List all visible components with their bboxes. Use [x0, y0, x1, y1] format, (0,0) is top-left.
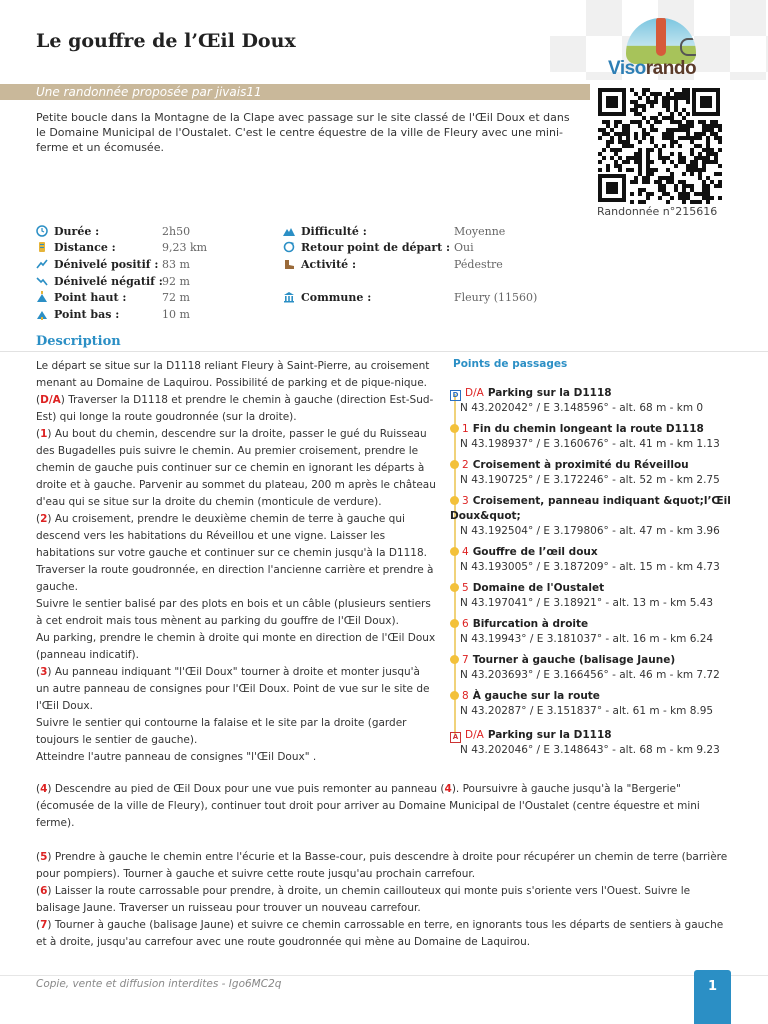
divider: [0, 351, 768, 352]
step-number: 3: [40, 666, 48, 678]
start-flag-icon: D: [450, 390, 461, 401]
waypoint-label: 7: [462, 654, 469, 666]
waypoint-title: Fin du chemin longeant la route D1118: [472, 423, 704, 435]
waypoint-label: 6: [462, 618, 469, 630]
stat-value: Fleury (11560): [454, 291, 538, 304]
waypoint-label: D/A: [465, 387, 484, 399]
low-point-icon: [36, 308, 48, 320]
description-paragraph: Atteindre l'autre panneau de consignes "l'Œil Doux" .: [36, 751, 317, 763]
waypoint-item: [450, 422, 750, 452]
distance-icon: [36, 241, 48, 253]
stat-value: 2h50: [162, 225, 191, 238]
high-point-icon: [36, 291, 48, 303]
rando-number: Randonnée n°215616: [597, 205, 718, 218]
waypoint-coords: N 43.193005° / E 3.187209° - alt. 15 m - km 4.73: [460, 561, 720, 573]
waypoint-item: [450, 545, 750, 575]
description-paragraph: Le départ se situe sur la D1118 reliant Fleury à Saint-Pierre, au croisement menant au Domaine de Laquirou. Possibilité de parking et de pique-nique.: [36, 360, 430, 389]
description-text: [36, 358, 436, 766]
footer-divider: [0, 975, 768, 976]
waypoint-label: 5: [462, 582, 469, 594]
hiking-boot-icon: [283, 258, 295, 270]
step-ref: 4: [444, 783, 452, 795]
waypoint-marker-icon: [450, 691, 459, 700]
step-text: Au croisement, prendre le deuxième chemin de terre à gauche qui descend vers les habitations du Réveillou et une vigne. Laisser les habitations sur votre gauche et continuer sur ce chemin jusqu'à la D1118. Traverser la route goudronnée, en direction l'ancienne carrière et prendre à gauche.: [36, 513, 434, 593]
stat-label: Durée :: [54, 225, 100, 238]
waypoint-coords: N 43.198937° / E 3.160676° - alt. 41 m - km 1.13: [460, 438, 720, 450]
stat-value: 72 m: [162, 291, 190, 304]
step-text: Au bout du chemin, descendre sur la droite, passer le gué du Ruisseau des Bugadelles puis suivre le chemin. Au premier croisement, prendre le chemin de gauche puis continuer sur ce chemin en ignorant les départs à droite et à gauche. Parvenir au sommet du plateau, 200 m après le château d'eau qui se situe sur la droite du chemin (monticule de verdure).: [36, 428, 436, 508]
stat-label: Point haut :: [54, 291, 127, 304]
stat-label: Activité :: [301, 258, 357, 271]
stat-point-bas: [36, 307, 190, 323]
waypoint-coords: N 43.192504° / E 3.179806° - alt. 47 m - km 3.96: [460, 525, 720, 537]
stat-value: Pédestre: [454, 258, 503, 271]
description-paragraph: (D/A) Traverser la D1118 et prendre le chemin à gauche (direction Est-Sud-Est) qui longe la route goudronnée (sur la droite).: [36, 394, 434, 423]
step-text: Prendre à gauche le chemin entre l'écurie et la Basse-cour, puis descendre à droite pour récupérer un chemin de terre (barrière pour pompiers). Tourner à gauche et suivre cette route jusqu'au prochain carrefour.: [36, 851, 728, 880]
waypoint-title: Parking sur la D1118: [487, 387, 612, 399]
intro-text: Petite boucle dans la Montagne de la Clape avec passage sur le site classé de l'Œil Doux et dans le Domaine Municipal de l'Oustalet. C'est le centre équestre de la ville de Fleury avec une mini-ferme et un écomusée.: [36, 111, 570, 154]
waypoint-item: [450, 617, 750, 647]
waypoint-title: Croisement à proximité du Réveillou: [472, 459, 689, 471]
stat-label: Point bas :: [54, 308, 120, 321]
stat-commune: [283, 290, 538, 306]
step-number: 5: [40, 851, 48, 863]
stat-duree: [36, 224, 191, 240]
waypoint-label: 3: [462, 495, 469, 507]
stat-value: 9,23 km: [162, 241, 208, 254]
description-paragraph: (3) Au panneau indiquant "l'Œil Doux" tourner à droite et monter jusqu'à un autre panneau de consignes pour l'Œil Doux. Point de vue sur le site de l'Œil Doux.: [36, 666, 430, 712]
description-heading: Description: [36, 334, 121, 349]
step-text: Tourner à gauche (balisage Jaune) et suivre ce chemin carrossable en terre, en ignorants tous les départs de sentiers à gauche et à droite, jusqu'au carrefour avec une route goudronnée qui mène au Domaine de Laquirou.: [36, 919, 724, 948]
town-hall-icon: [283, 291, 295, 303]
waypoint-item: [450, 386, 750, 416]
step-number: 6: [40, 885, 48, 897]
byline: Une randonnée proposée par jivais11: [36, 85, 262, 99]
waypoint-title: À gauche sur la route: [472, 690, 600, 702]
waypoints-heading: Points de passages: [453, 358, 568, 370]
waypoint-name: [450, 458, 750, 473]
stat-label: Retour point de départ :: [301, 241, 451, 254]
waypoint-item: [450, 581, 750, 611]
description-paragraph: (1) Au bout du chemin, descendre sur la droite, passer le gué du Ruisseau des Bugadelles puis suivre le chemin. Au premier croisement, prendre le chemin de gauche puis continuer sur ce chemin en ignorant les départs à droite et à gauche. Parvenir au sommet du plateau, 200 m après le château d'eau qui se situe sur la droite du chemin (monticule de verdure).: [36, 428, 436, 508]
stat-label: Distance :: [54, 241, 116, 254]
stat-denivele-positif: [36, 257, 190, 273]
step-text: ). Poursuivre à gauche jusqu'à la "Bergerie" (écomusée de la ville de Fleury), continuer tout droit pour arriver au Domaine Municipal de l'Oustalet (centre équestre et mini ferme).: [36, 783, 700, 829]
step-number: 1: [40, 428, 48, 440]
step-number: 4: [40, 783, 48, 795]
waypoint-item: [450, 689, 750, 719]
waypoint-title: Tourner à gauche (balisage Jaune): [472, 654, 676, 666]
waypoint-coords: N 43.202046° / E 3.148643° - alt. 68 m - km 9.23: [460, 744, 720, 756]
stat-value: Moyenne: [454, 225, 506, 238]
waypoint-marker-icon: [450, 424, 459, 433]
description-text-wide: [36, 781, 736, 951]
stat-activite: [283, 257, 503, 273]
waypoint-marker-icon: [450, 547, 459, 556]
waypoint-marker-icon: [450, 583, 459, 592]
waypoint-name: [450, 386, 750, 401]
description-paragraph: Au parking, prendre le chemin à droite qui monte en direction de l'Œil Doux (panneau indicatif).: [36, 632, 436, 661]
waypoint-coords: N 43.20287° / E 3.151837° - alt. 61 m - km 8.95: [460, 705, 714, 717]
waypoint-coords: N 43.190725° / E 3.172246° - alt. 52 m - km 2.75: [460, 474, 720, 486]
clock-icon: [36, 225, 48, 237]
waypoint-name: [450, 494, 740, 524]
stat-label: Commune :: [301, 291, 372, 304]
stat-difficulte: [283, 224, 506, 240]
stat-value: 83 m: [162, 258, 190, 271]
step-number: 2: [40, 513, 48, 525]
description-paragraph: (5) Prendre à gauche le chemin entre l'écurie et la Basse-cour, puis descendre à droite pour récupérer un chemin de terre (barrière pour pompiers). Tourner à gauche et suivre cette route jusqu'au prochain carrefour.: [36, 851, 728, 880]
waypoint-label: D/A: [465, 729, 484, 741]
mountain-icon: [283, 225, 295, 237]
description-paragraph: (4) Descendre au pied de Œil Doux pour une vue puis remonter au panneau (4). Poursuivre à gauche jusqu'à la "Bergerie" (écomusée de la ville de Fleury), continuer tout droit pour arriver au Domaine Municipal de l'Oustalet (centre équestre et mini ferme).: [36, 783, 700, 829]
descent-icon: [36, 275, 48, 287]
step-text: Laisser la route carrossable pour prendre, à droite, un chemin caillouteux qui monte puis s'oriente vers l'Ouest. Suivre le balisage Jaune. Traverser un ruisseau pour trouver un nouveau carrefour.: [36, 885, 691, 914]
waypoint-name: [450, 728, 750, 743]
stat-retour: [283, 240, 474, 256]
stat-point-haut: [36, 290, 190, 306]
step-text: Descendre au pied de Œil Doux pour une vue puis remonter au panneau (: [51, 783, 445, 795]
waypoint-marker-icon: [450, 619, 459, 628]
step-number: D/A: [40, 394, 61, 406]
waypoint-item: [450, 458, 750, 488]
description-paragraph: (7) Tourner à gauche (balisage Jaune) et suivre ce chemin carrossable en terre, en ignorants tous les départs de sentiers à gauche et à droite, jusqu'au carrefour avec une route goudronnée qui mène au Domaine de Laquirou.: [36, 919, 724, 948]
stat-value: 92 m: [162, 275, 190, 288]
stat-value: Oui: [454, 241, 474, 254]
waypoint-item: [450, 653, 750, 683]
visorando-logo[interactable]: [600, 14, 730, 84]
waypoint-coords: N 43.203693° / E 3.166456° - alt. 46 m - km 7.72: [460, 669, 720, 681]
stat-label: Dénivelé positif :: [54, 258, 159, 271]
stat-denivele-negatif: [36, 274, 190, 290]
description-paragraph: Suivre le sentier balisé par des plots en bois et un câble (plusieurs sentiers à cet endroit mais tous mènent au parking du gouffre de l'Œil Doux).: [36, 598, 431, 627]
ascent-icon: [36, 258, 48, 270]
logo-text: [608, 58, 696, 80]
bike-icon: [680, 38, 696, 56]
step-text: Traverser la D1118 et prendre le chemin à gauche (direction Est-Sud-Est) qui longe la route goudronnée (sur la droite).: [36, 394, 434, 423]
waypoint-title: Gouffre de l’œil doux: [472, 546, 598, 558]
stat-label: Dénivelé négatif :: [54, 275, 163, 288]
logo-text-viso: Viso: [608, 58, 646, 79]
waypoint-title: Bifurcation à droite: [472, 618, 589, 630]
footer-copyright: Copie, vente et diffusion interdites - Igo6MC2q: [36, 978, 282, 990]
loop-icon: [283, 241, 295, 253]
waypoint-name: [450, 653, 750, 668]
waypoint-label: 2: [462, 459, 469, 471]
stat-distance: [36, 240, 208, 256]
description-paragraph: Suivre le sentier qui contourne la falaise et le site par la droite (garder toujours le sentier de gauche).: [36, 717, 407, 746]
waypoint-marker-icon: [450, 460, 459, 469]
waypoint-label: 8: [462, 690, 469, 702]
stat-value: 10 m: [162, 308, 190, 321]
waypoint-item: [450, 494, 750, 539]
waypoint-label: 1: [462, 423, 469, 435]
waypoint-name: [450, 581, 750, 596]
page-number: 1: [694, 970, 731, 1024]
waypoint-name: [450, 689, 750, 704]
description-paragraph: (6) Laisser la route carrossable pour prendre, à droite, un chemin caillouteux qui monte puis s'oriente vers l'Ouest. Suivre le balisage Jaune. Traverser un ruisseau pour trouver un nouveau carrefour.: [36, 885, 691, 914]
qr-code-icon: [596, 86, 722, 204]
page-title: Le gouffre de l’Œil Doux: [36, 30, 296, 52]
waypoint-name: [450, 422, 750, 437]
byline-banner: [0, 84, 590, 100]
stat-label: Difficulté :: [301, 225, 367, 238]
waypoint-coords: N 43.202042° / E 3.148596° - alt. 68 m - km 0: [460, 402, 704, 414]
description-spacer: [36, 832, 736, 849]
waypoint-coords: N 43.197041° / E 3.18921° - alt. 13 m - km 5.43: [460, 597, 714, 609]
waypoint-name: [450, 545, 750, 560]
waypoint-marker-icon: [450, 655, 459, 664]
arrival-flag-icon: A: [450, 732, 461, 743]
walker-icon: [656, 18, 666, 56]
step-number: 7: [40, 919, 48, 931]
waypoint-marker-icon: [450, 496, 459, 505]
waypoint-name: [450, 617, 750, 632]
description-paragraph: (2) Au croisement, prendre le deuxième chemin de terre à gauche qui descend vers les habitations du Réveillou et une vigne. Laisser les habitations sur votre gauche et continuer sur ce chemin jusqu'à la D1118. Traverser la route goudronnée, en direction l'ancienne carrière et prendre à gauche.: [36, 513, 434, 593]
waypoint-item: [450, 728, 750, 758]
step-text: Au panneau indiquant "l'Œil Doux" tourner à droite et monter jusqu'à un autre panneau de consignes pour l'Œil Doux. Point de vue sur le site de l'Œil Doux.: [36, 666, 430, 712]
waypoint-title: Parking sur la D1118: [487, 729, 612, 741]
waypoint-title: Domaine de l'Oustalet: [472, 582, 605, 594]
waypoint-coords: N 43.19943° / E 3.181037° - alt. 16 m - km 6.24: [460, 633, 714, 645]
waypoint-title: Croisement, panneau indiquant &quot;l’Œil Doux&quot;: [450, 495, 731, 522]
logo-text-rando: rando: [645, 58, 697, 79]
waypoint-label: 4: [462, 546, 469, 558]
